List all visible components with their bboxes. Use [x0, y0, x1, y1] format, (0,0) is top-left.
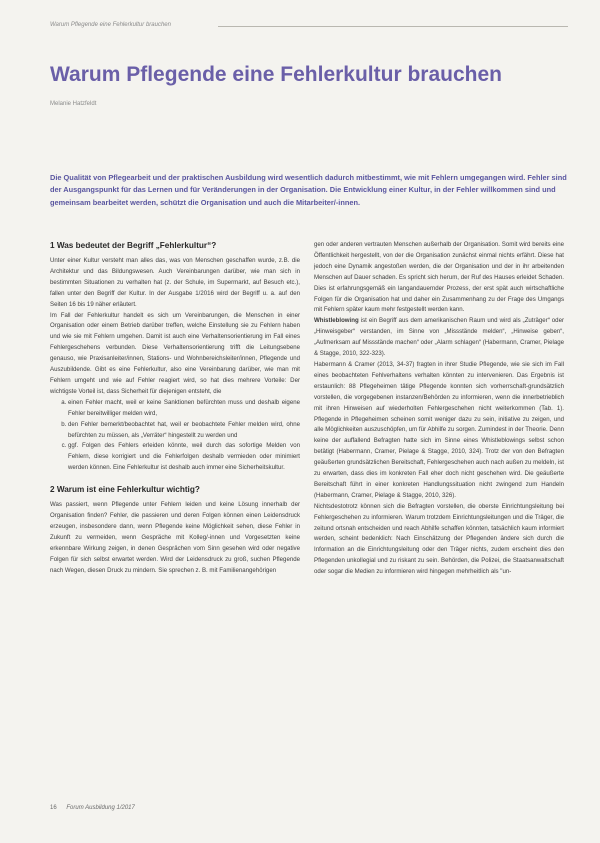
right-column: [314, 240, 564, 578]
section-1-paragraph-1: Unter einer Kultur versteht man alles das, was von Menschen geschaffen wurde, z.B. die Architektur und das Bildungswesen. Auch Vereinbarungen darüber, wie man sich in bestimmten Situationen zu verhalten hat (z. der Schule, im Supermarkt, auf Besuch etc.), fallen unter den Begriff der Kultur. In der Ausgabe 1/2016 wird der Begriff u. a. auf den Seiten 16 bis 19 näher erläutert.: [50, 257, 300, 308]
running-head: Warum Pflegende eine Fehlerkultur brauchen: [50, 22, 171, 28]
left-column: [50, 240, 300, 576]
section-2-heading: 2 Warum ist eine Fehlerkultur wichtig?: [50, 485, 200, 495]
article-abstract: Die Qualität von Pflegearbeit und der praktischen Ausbildung wird wesentlich dadurch mitbestimmt, wie mit Fehlern umgegangen wird. Fehler sind der Ausgangspunkt für das Lernen und für Veränderungen in der Organisation. Die Entwicklung einer Kultur, in der Fehler willkommen sind und gemeinsam bearbeitet werden, schützt die Organisation und auch die Mitarbeiter/-innen.: [50, 173, 567, 207]
right-paragraph-3: Habermann & Cramer (2013, 34-37) fragten in ihrer Studie Pflegende, wie sie sich im Fall eines beobachteten Fehlverhaltens verhalten könnten zu intervenieren. Das Ergebnis ist erstaunlich: 88 Pflegeheimen tätige Pflegende konnten sich vorherrschaft-grundsätzlich vorstellen, die vorgegebenen instanzen/Behörden zu informieren, wenn die innerbetrieblich mit ihren Hinweisen auf wiederholten Fehlergeschehen nicht weiterkommen (Tab. 1). Pflegende in Pflegeheimen scheinen somit weniger dazu zu sein, initiative zu zeigen, und alle Möglichkeiten auszuschöpfen, um für Abhilfe zu sorgen. Zumindest in der Theorie. Denn keine der auffallend Befragten hatte sich im Sinne eines Whistleblowings selbst schon betätigt (Habermann, Cramer, Pielage & Stagge, 2010, 324). Trotz der von den Befragten geäußerten grundsätzlichen Bereitschaft, Fehlergeschehen auch nach außen zu meldeln, ist zu erwarten, dass dies im konkreten Fall eher doch nicht geschehen wird. Die geäußerte Bereitschaft führt in einer konkreten Handlungssituation nicht zwingend zum Handeln (Habermann, Cramer, Pielage & Stagge, 2010, 326).: [314, 360, 564, 499]
page-footer: [50, 805, 135, 811]
whistleblowing-term: Whistleblowing: [314, 317, 359, 325]
list-item: a. einen Fehler macht, weil er keine Sanktionen befürchten muss und deshalb eigene Fehler bereitwilliger melden wird,: [68, 398, 300, 420]
right-paragraph-1: gen oder anderen vertrauten Menschen außerhalb der Organisation. Somit wird bereits eine Öffentlichkeit hergestellt, von der die Organisation zunächst einmal nichts erfährt. Diese hat jedoch eine Dynamik angestoßen werden, die der Organisation und der in ihr arbeitenden Menschen auf Dauer schaden. Es spricht sich herum, der Ruf des Hauses erleidet Schaden. Dies ist erfahrungsgemäß ein langandauernder Prozess, der erst spät auch wirtschaftliche Folgen für die Organisation hat und daher ein Zusammenhang zu der Frage des Umgangs mit Fehlern später kaum mehr festgestellt werden kann.: [314, 241, 564, 314]
list-item: b. den Fehler bemerkt/beobachtet hat, weil er beobachtete Fehler melden wird, ohne befürchten zu müssen, als „Verräter“ hingestellt zu werden und: [68, 420, 300, 442]
section-1-list: [50, 398, 300, 474]
right-paragraph-2: [314, 316, 564, 360]
list-item: c. ggf. Folgen des Fehlers erleiden könnte, weil durch das sofortige Melden von Fehlern, diese korrigiert und die Fehlerfolgen deshalb vermieden oder minimiert werden können. Eine Fehlerkultur ist deshalb auch immer eine Sicherheitskultur.: [68, 441, 300, 474]
whistleblowing-definition: ist ein Begriff aus dem amerikanischen Raum und wird als „Zuträger“ oder „Hinweisgeber“ verstanden, im Sinne von „Missstände melden“, „Hinweise geben“, „Aufmerksam auf Missstände machen“ oder „Alarm schlagen“ (Habermann, Cramer, Pielage & Stagge, 2010, 322-323).: [314, 317, 564, 358]
running-head-rule: [218, 26, 568, 27]
page-number: 16: [50, 805, 57, 811]
journal-name: Forum Ausbildung 1/2017: [66, 805, 135, 811]
article-author: Melanie Hatzfeldt: [50, 101, 97, 107]
section-2-paragraph-1: Was passiert, wenn Pflegende unter Fehlern leiden und keine Lösung innerhalb der Organisation finden? Fehler, die passieren und deren Folgen können einen Leidensdruck erzeugen, insbesondere dann, wenn Pflegende keine Möglichkeit sehen, diese Fehler in Zukunft zu vermeiden, wenn Gespräche mit Kolleg/-innen und Vorgesetzten keine erkennbare Wirkung zeigen, in denen Gesprächen vom Sinn gesehen wird oder negative Folgen für sich selbst erwartet werden. Wird der Leidensdruck zu groß, suchen Pflegende nach Wegen, diesen Druck zu mindern. Sie sprechen z. B. mit Familienangehörigen: [50, 501, 300, 574]
right-paragraph-4: Nichtsdestotrotz können sich die Befragten vorstellen, die oberste Einrichtungsleitung bei Fehlergeschehen zu informieren. Warum trotzdem Einrichtungsleitungen und die Träger, die zeitund ortsnah entscheiden und reach Abhilfe schaffen könnten, tatsächlich kaum informiert werden, scheint bedenklich: Nach Einschätzung der Pflegenden ändere sich durch die Information an die Einrichtungsleitung oder den Träger nichts, zudem erscheint dies den Pflegenden unkollegial und zu riskant zu sein. Behörden, die Polizei, die Staatsanwaltschaft oder sogar die Medien zu informieren wird hingegen mehrheitlich als "un-: [314, 502, 564, 576]
article-title: Warum Pflegende eine Fehlerkultur brauchen: [50, 63, 502, 86]
section-1-heading: 1 Was bedeutet der Begriff „Fehlerkultur“?: [50, 241, 217, 250]
section-1-paragraph-2: Im Fall der Fehlerkultur handelt es sich um Vereinbarungen, die Menschen in einer Organisation oder einem Betrieb darüber treffen, welche Einstellung sie zu Fehlern haben und wie sie mit Fehlern umgehen. Damit ist auch eine Verhaltensorientierung im Fall eines Fehlergeschehens verbunden. Diese Verhaltensorientierung trifft die Leitungsebene genauso, wie Praxisanleiter/innen, Stations- und Wohnbereichsleiter/innen, Pflegende und Auszubildende. Gibt es eine Fehlerkultur, also eine Vereinbarung darüber, wie man mit Fehlern umgeht und wie auf Fehler reagiert wird, so hat dies mehrere Vorteile: Der wichtigste Vorteil ist, dass Sicherheit für diejenigen entsteht, die: [50, 311, 300, 395]
